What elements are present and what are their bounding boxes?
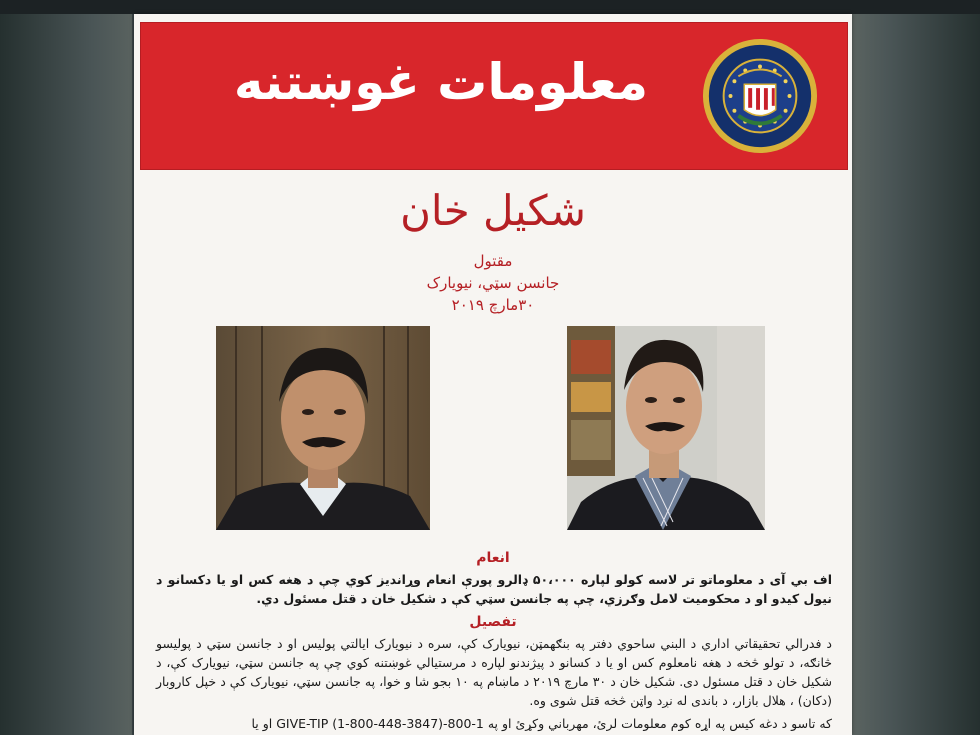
subject-status: مقتول xyxy=(473,252,513,270)
contact-text: که تاسو د دغه کيس په اړه کوم معلومات لرئ، مهرباني وکړئ او په 1-800-GIVE-TIP (1-800-448-3847) او يا xyxy=(251,716,832,731)
fbi-seal-icon xyxy=(701,37,819,155)
reward-heading: انعام xyxy=(476,550,510,566)
subject-name: شکيل خان xyxy=(400,186,586,235)
subject-photo-right xyxy=(567,326,765,530)
details-heading: تفصيل xyxy=(469,614,517,630)
banner-title: معلومات غوښتنه xyxy=(233,53,649,111)
subject-location: جانسن سټي، نيويارک xyxy=(426,274,560,292)
monitor-frame-left xyxy=(0,14,132,735)
reward-text: اف بي آی د معلوماتو تر لاسه کولو لپاره ۵۰،۰۰۰ ډالرو پورې انعام وړانديز کوي چې د هغه کس او يا دکسانو د نيول کيدو او د محکوميت لامل وګرزي، چې په جانسن سټي کې د شکيل خان د قتل مسئول دي. xyxy=(156,572,832,606)
poster-banner xyxy=(140,22,848,170)
monitor-bezel-top xyxy=(0,0,980,14)
monitor-frame-right xyxy=(852,14,980,735)
wanted-poster xyxy=(134,14,852,735)
details-text: د فدرالي تحقيقاتي اداري د البني ساحوي دفتر په بنګهمټن، نيويارک کې، سره د نيويارک ايالتي پوليس او د جانسن سټي د پوليسو څانګه، د تولو څخه د هغه نامعلوم کس او يا د کسانو د پيژندنو لپاره د مرستيالي غوښتنه کوي چې په جانسن سټي، نيويارک کې، د شکيل خان د قتل مسئول دی. شکيل خان د ۳۰ مارچ ۲۰۱۹ د ماښام په ۱۰ بجو شا و خوا، په جانسن سټي، نيويارک کې د خپل کاروبار (دکان) ، هلال بازار، د باندی له نږد واټن څخه قتل شوی وه. xyxy=(156,636,832,708)
incident-date: ۳۰مارچ ۲۰۱۹ xyxy=(451,296,535,314)
subject-photo-left xyxy=(216,326,430,530)
